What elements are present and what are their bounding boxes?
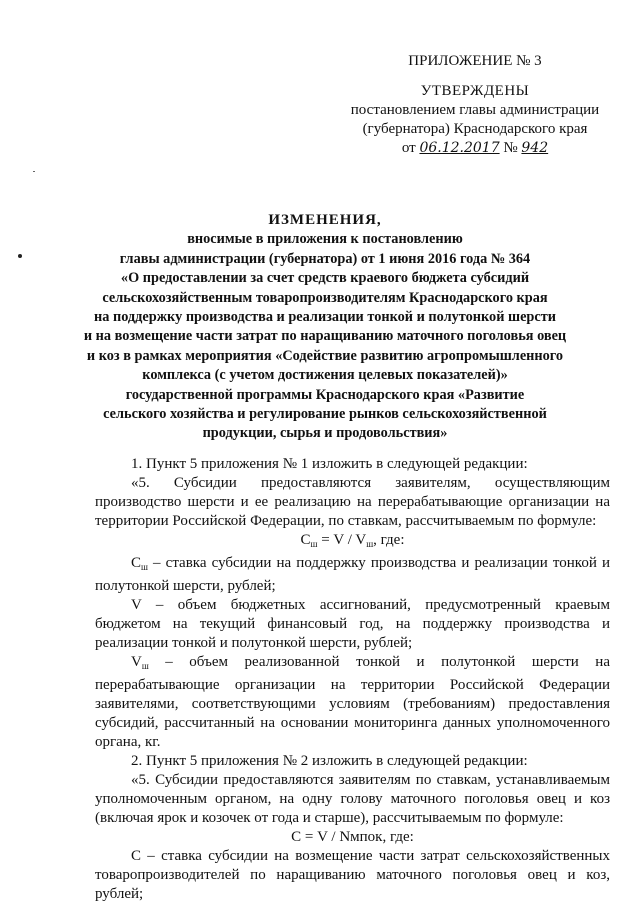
title-line: главы администрации (губернатора) от 1 июня 2016 года № 364	[119, 250, 531, 267]
title-line: сельского хозяйства и регулирование рынков сельскохозяйственной	[103, 406, 547, 423]
formula-2: С = V / Nмпок, где:	[291, 829, 414, 845]
title-line: и коз в рамках мероприятия «Содействие развитию агропромышленного	[86, 347, 564, 364]
date-value: 06.12.2017	[419, 140, 500, 156]
definition: $С_ш$ – ставка субсидии на поддержку производства и реализации тонкой и полутонкой шерсти, рублей;	[95, 555, 610, 594]
title-line: и на возмещение части затрат по наращиванию маточного поголовья овец	[83, 328, 567, 345]
paragraph: «5. Субсидии предоставляются заявителям, осуществляющим производство шерсти и ее реализацию на перерабатывающие организации на территории Российской Федерации, по ставкам, рассчитываемым по формуле:	[95, 475, 610, 529]
approval-block	[335, 52, 615, 158]
title-main: ИЗМЕНЕНИЯ,	[268, 212, 382, 228]
title-line: комплекса (с учетом достижения целевых показателей)»	[142, 367, 508, 384]
formula-1: $С_ш = V / V_ш$, где:	[300, 532, 405, 549]
number-prefix: №	[503, 140, 518, 156]
definition: $V_ш$ – объем реализованной тонкой и полутонкой шерсти на перерабатывающие организации на территории Российской Федерации заявителями, соответствующими условиям (требованиям) предоставления субсидий, рассчитанный на основании мониторинга данных уполномоченного органа, кг.	[95, 654, 610, 750]
definition: V – объем бюджетных ассигнований, предусмотренный краевым бюджетом на текущий финансовый год, на поддержку производства и реализации тонкой и полутонкой шерсти, рублей;	[95, 597, 610, 651]
title-line: вносимые в приложения к постановлению	[187, 231, 463, 248]
title-line: «О предоставлении за счет средств краевого бюджета субсидий	[120, 270, 530, 287]
approval-line-2: (губернатора) Краснодарского края	[362, 121, 588, 137]
title-line: государственной программы Краснодарского края «Развитие	[125, 386, 525, 403]
title-line: продукции, сырья и продовольствия»	[202, 425, 448, 442]
paragraph: 2. Пункт 5 приложения № 2 изложить в следующей редакции:	[131, 753, 528, 769]
document-body	[95, 455, 610, 904]
title-line: на поддержку производства и реализации тонкой и полутонкой шерсти	[94, 309, 556, 326]
approval-date-line	[335, 139, 615, 158]
paragraph: 1. Пункт 5 приложения № 1 изложить в следующей редакции:	[131, 456, 528, 472]
scan-mark	[18, 254, 22, 258]
title-line: сельскохозяйственным товаропроизводителям Краснодарского края	[102, 289, 548, 306]
appendix-number: ПРИЛОЖЕНИЕ № 3	[408, 53, 542, 69]
approved-heading: УТВЕРЖДЕНЫ	[420, 83, 530, 99]
paragraph: «5. Субсидии предоставляются заявителям по ставкам, устанавливаемым уполномоченным органом, на одну голову маточного поголовья овец и коз (включая ярок и козочек от года и старше), рассчитываемым по формуле:	[95, 772, 610, 826]
document-title	[60, 211, 590, 444]
number-value: 942	[521, 140, 549, 156]
scan-mark	[33, 171, 35, 172]
date-prefix: от	[401, 140, 416, 156]
definition: С – ставка субсидии на возмещение части затрат сельскохозяйственных товаропроизводителей по наращиванию маточного поголовья овец и коз, рублей;	[95, 848, 610, 902]
approval-line-1: постановлением главы администрации	[350, 102, 600, 118]
